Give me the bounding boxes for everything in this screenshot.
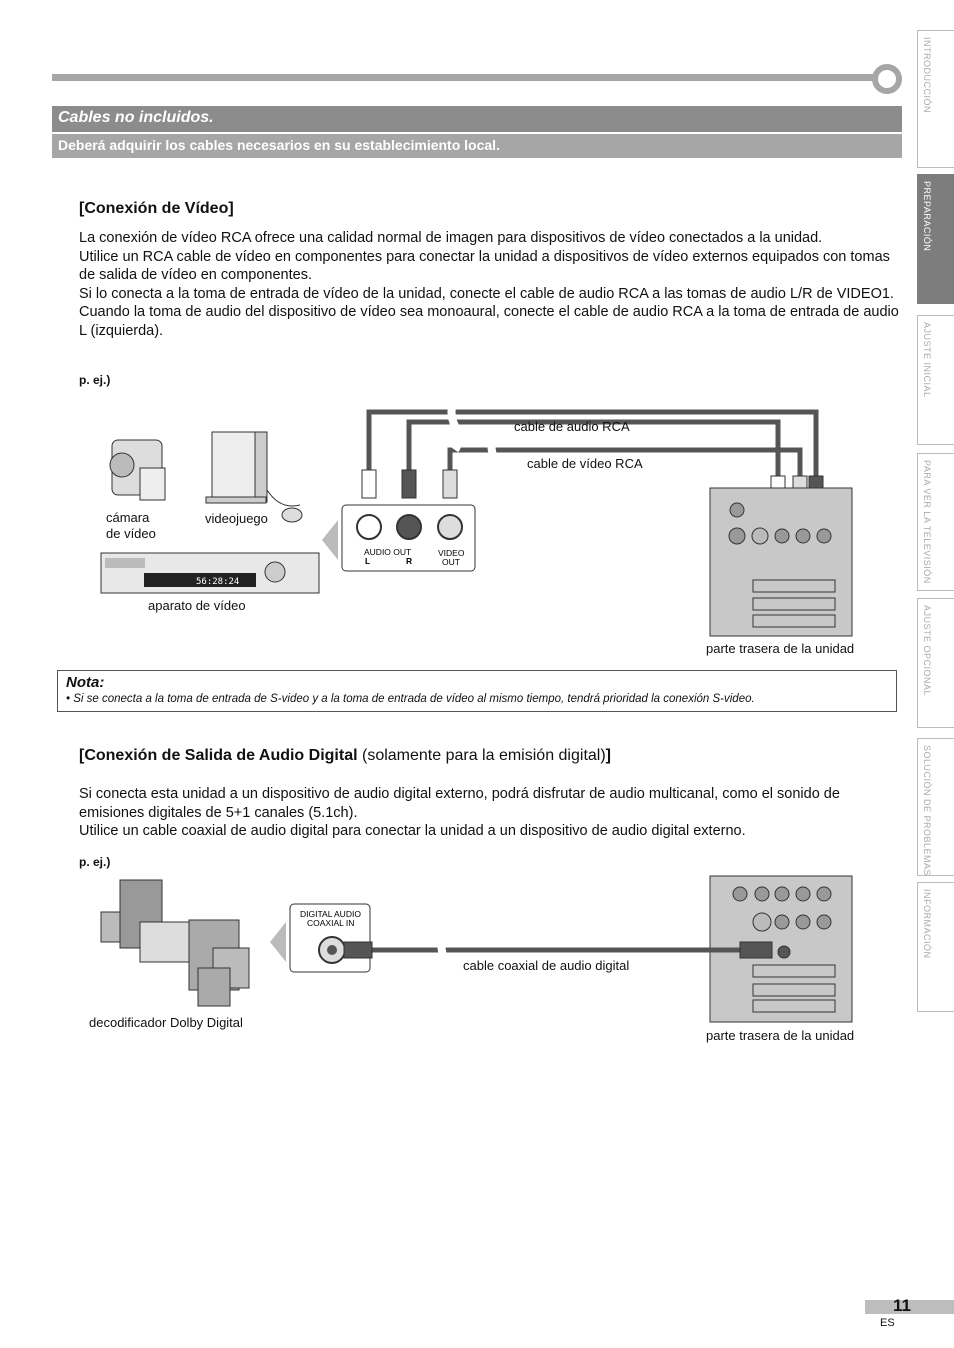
audio-out-label: AUDIO OUT — [364, 547, 412, 557]
page-number: 11 — [893, 1296, 911, 1315]
direction-arrow — [270, 922, 286, 962]
nota-box — [57, 670, 897, 712]
side-tab-informacion[interactable]: INFORMACIÓN — [917, 882, 954, 1012]
unit-back-panel — [710, 488, 852, 636]
language-code: ES — [880, 1317, 895, 1329]
video-cable-label: cable de vídeo RCA — [527, 456, 643, 471]
video-paragraph: Si lo conecta a la toma de entrada de vídeo de la unidad, conecte el cable de audio RCA a las tomas de audio L/R de VIDEO1. — [79, 285, 894, 302]
cables-banner-title: Cables no incluidos. — [52, 106, 902, 132]
audio-left-label: L — [365, 556, 371, 566]
audio-example-label: p. ej.) — [79, 855, 111, 869]
video-camera-illustration — [110, 440, 165, 500]
audio-paragraph: Si conecta esta unidad a un dispositivo de audio digital externo, podrá disfrutar de audio multicanal, como el sonido de emisiones digitales de 5+1 canales (5.1ch). — [79, 786, 840, 821]
video-paragraph: Utilice un RCA cable de vídeo en componentes para conectar la unidad a dispositivos de vídeo externos equipados con tomas de salida de vídeo en componentes. — [79, 248, 890, 283]
side-tab-ajuste-opcional[interactable]: AJUSTE OPCIONAL — [917, 598, 954, 728]
audio-section-heading: [Conexión de Salida de Audio Digital (solamente para la emisión digital)] — [79, 747, 611, 764]
side-tab-introduccion[interactable]: INTRODUCCIÓN — [917, 30, 954, 168]
coax-cable-label: cable coaxial de audio digital — [463, 958, 630, 973]
video-paragraph: Cuando la toma de audio del dispositivo de vídeo sea monoaural, conecte el cable de audio RCA a la toma de entrada de audio L (izquierda). — [79, 304, 899, 339]
side-tab-solucion-problemas[interactable]: SOLUCIÓN DE PROBLEMAS — [917, 738, 954, 876]
vcr-label: aparato de vídeo — [148, 598, 246, 613]
side-tab-preparacion[interactable]: PREPARACIÓN — [917, 174, 954, 304]
console-label: videojuego — [205, 511, 268, 526]
nota-item: • Si se conecta a la toma de entrada de S-video y a la toma de entrada de vídeo al mismo tiempo, tendrá prioridad la conexión S-video. — [66, 693, 755, 705]
video-section-heading: [Conexión de Vídeo] — [79, 200, 234, 217]
video-out-label: VIDEO OUT — [438, 548, 465, 567]
vcr-display-readout: 56:28:24 — [196, 577, 240, 587]
side-tab-para-ver-tv[interactable]: PARA VER LA TELEVISIÓN — [917, 453, 954, 591]
audio-right-label: R — [406, 556, 413, 566]
audio-section-text — [79, 785, 903, 841]
direction-arrow — [322, 520, 338, 560]
side-tab-ajuste-inicial[interactable]: AJUSTE INICIAL — [917, 315, 954, 445]
game-console-illustration — [206, 432, 302, 522]
unit-back-label: parte trasera de la unidad — [706, 641, 855, 656]
nota-title: Nota: — [66, 674, 105, 691]
digital-audio-coaxial-in-label: DIGITAL AUDIO COAXIAL IN — [300, 909, 361, 928]
video-example-label: p. ej.) — [79, 373, 111, 387]
camera-label: cámara de vídeo — [106, 510, 156, 541]
cables-banner-subtitle: Deberá adquirir los cables necesarios en su establecimiento local. — [52, 134, 902, 158]
decoder-label: decodificador Dolby Digital — [89, 1015, 243, 1030]
unit-back-label-coax: parte trasera de la unidad — [706, 1028, 855, 1043]
video-paragraph: La conexión de vídeo RCA ofrece una calidad normal de imagen para dispositivos de vídeo conectados a la unidad. — [79, 230, 823, 246]
audio-cable-label: cable de audio RCA — [514, 419, 630, 434]
audio-paragraph: Utilice un cable coaxial de audio digital para conectar la unidad a un dispositivo de audio digital externo. — [79, 823, 746, 839]
dolby-decoder-illustration — [101, 880, 249, 1006]
vcr-illustration — [101, 553, 319, 593]
